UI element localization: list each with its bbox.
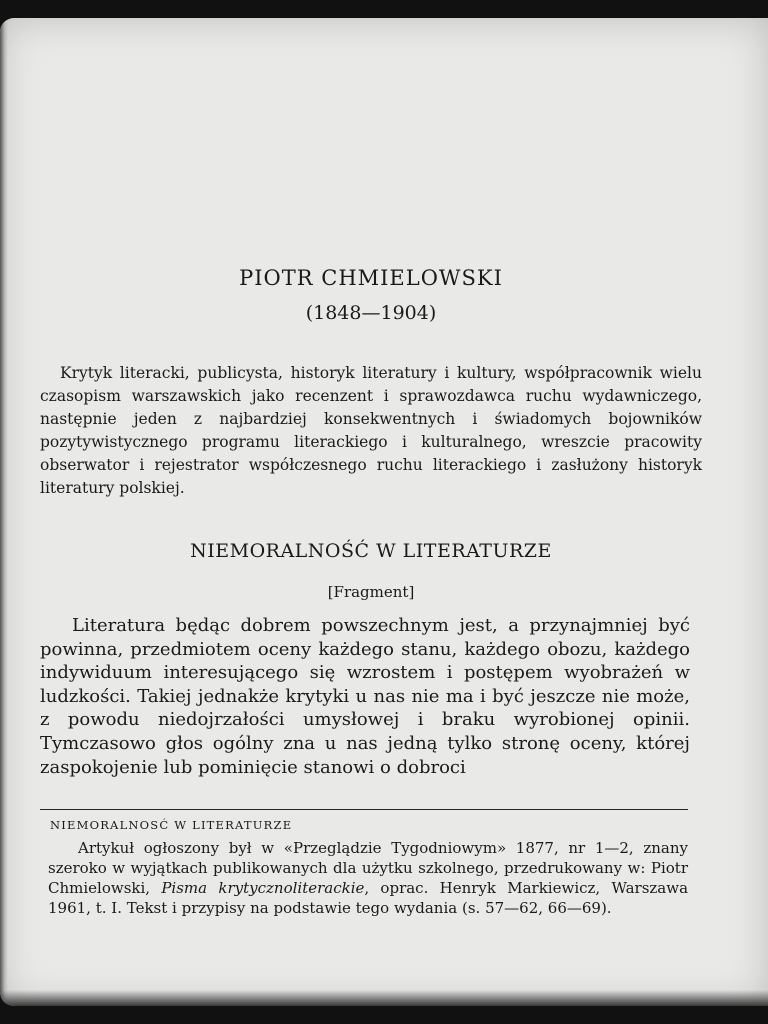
author-bio: Krytyk literacki, publicysta, historyk literatury i kultury, współpracownik wielu czasopism warszawskich jako recenzent i sprawozdawca ruchu wydawniczego, następnie jeden z najbardziej konsekwentnych i świadomych bojowników pozytywistycznego programu literackiego i kulturalnego, wreszcie pracowity obserwator i rejestrator współczesnego ruchu literackiego i zasłużony historyk literatury polskiej. (40, 364, 702, 497)
essay-title: NIEMORALNOŚĆ W LITERATURZE (190, 540, 552, 562)
footnote-text-end: , oprac. Henryk Markiewicz, Warszawa 1961, t. I. Tekst i przypisy na podstawie tego wydania (s. 57—62, 66—69). (48, 879, 689, 917)
footnote-divider (40, 809, 688, 810)
author-dates: (1848—1904) (305, 302, 437, 324)
fragment-label: [Fragment] (327, 583, 415, 601)
page-edge (0, 18, 8, 1006)
book-page (0, 18, 768, 1006)
main-text: Literatura będąc dobrem powszechnym jest, a przynajmniej być powinna, przedmiotem oceny każdego stanu, każdego obozu, każdego indywiduum interesującego się wzrostem i postępem wyobrażeń w ludzkości. Takiej jednakże krytyki u nas nie ma i być jeszcze nie może, z powodu niedojrzałości umysłowej i braku wyrobionej opinii. Tymczasowo głos ogólny zna u nas jedną tylko stronę oceny, której zaspokojenie lub pominięcie stanowi o dobroci (40, 615, 690, 778)
footnote-heading: NIEMORALNOSĆ W LITERATURZE (50, 818, 293, 832)
footnote-body (48, 838, 688, 918)
footnote-text-start: Artykuł ogłoszony był w «Przeglądzie Tygodniowym» 1877, nr 1—2, znany szeroko w wyjątkach publikowanych dla użytku szkolnego, przedrukowany w: Piotr Chmielowski, (48, 839, 688, 897)
page-bottom-shadow (0, 990, 768, 1006)
author-name: PIOTR CHMIELOWSKI (239, 266, 503, 290)
footnote-book-title: Pisma krytycznoliterackie (161, 879, 365, 897)
